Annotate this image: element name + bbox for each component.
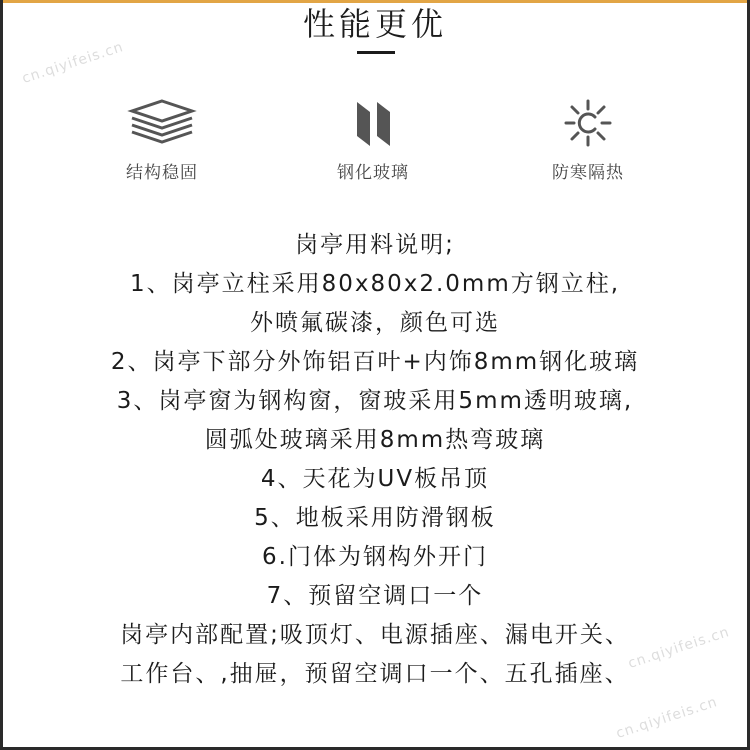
feature-label: 钢化玻璃 (337, 163, 409, 183)
watermark: cn.qiyifeis.cn (614, 694, 720, 742)
feature-label: 防寒隔热 (552, 163, 624, 183)
description-line: 7、预留空调口一个 (266, 583, 484, 609)
feature-label: 结构稳固 (126, 163, 198, 183)
layers-icon (122, 98, 202, 148)
feature-insulation (508, 98, 668, 183)
description-line: 5、地板采用防滑钢板 (254, 505, 496, 531)
top-border (0, 0, 750, 3)
glass-panels-icon (333, 98, 413, 148)
page-title: 性能更优 (302, 5, 447, 43)
description-line: 6.门体为钢构外开门 (262, 544, 488, 570)
feature-glass (293, 98, 453, 183)
material-description (0, 226, 750, 694)
description-line: 工作台、,抽屉，预留空调口一个、五孔插座、 (120, 661, 630, 687)
description-line: 外喷氟碳漆，颜色可选 (250, 310, 500, 336)
description-heading: 岗亭用料说明; (295, 232, 455, 258)
description-line: 3、岗亭窗为钢构窗，窗玻采用5mm透明玻璃, (116, 388, 634, 414)
watermark: cn.qiyifeis.cn (20, 39, 126, 87)
description-line: 1、岗亭立柱采用80x80x2.0mm方钢立柱, (129, 271, 621, 297)
feature-structure (82, 98, 242, 183)
title-underline (357, 51, 395, 54)
description-line: 4、天花为UV板吊顶 (260, 466, 490, 492)
sun-snow-icon (548, 98, 628, 148)
description-line: 圆弧处玻璃采用8mm热弯玻璃 (204, 427, 546, 453)
description-line: 岗亭内部配置;吸顶灯、电源插座、漏电开关、 (120, 622, 630, 648)
watermark: cn.qiyifeis.cn (626, 624, 732, 672)
description-line: 2、岗亭下部分外饰铝百叶+内饰8mm钢化玻璃 (110, 349, 640, 375)
